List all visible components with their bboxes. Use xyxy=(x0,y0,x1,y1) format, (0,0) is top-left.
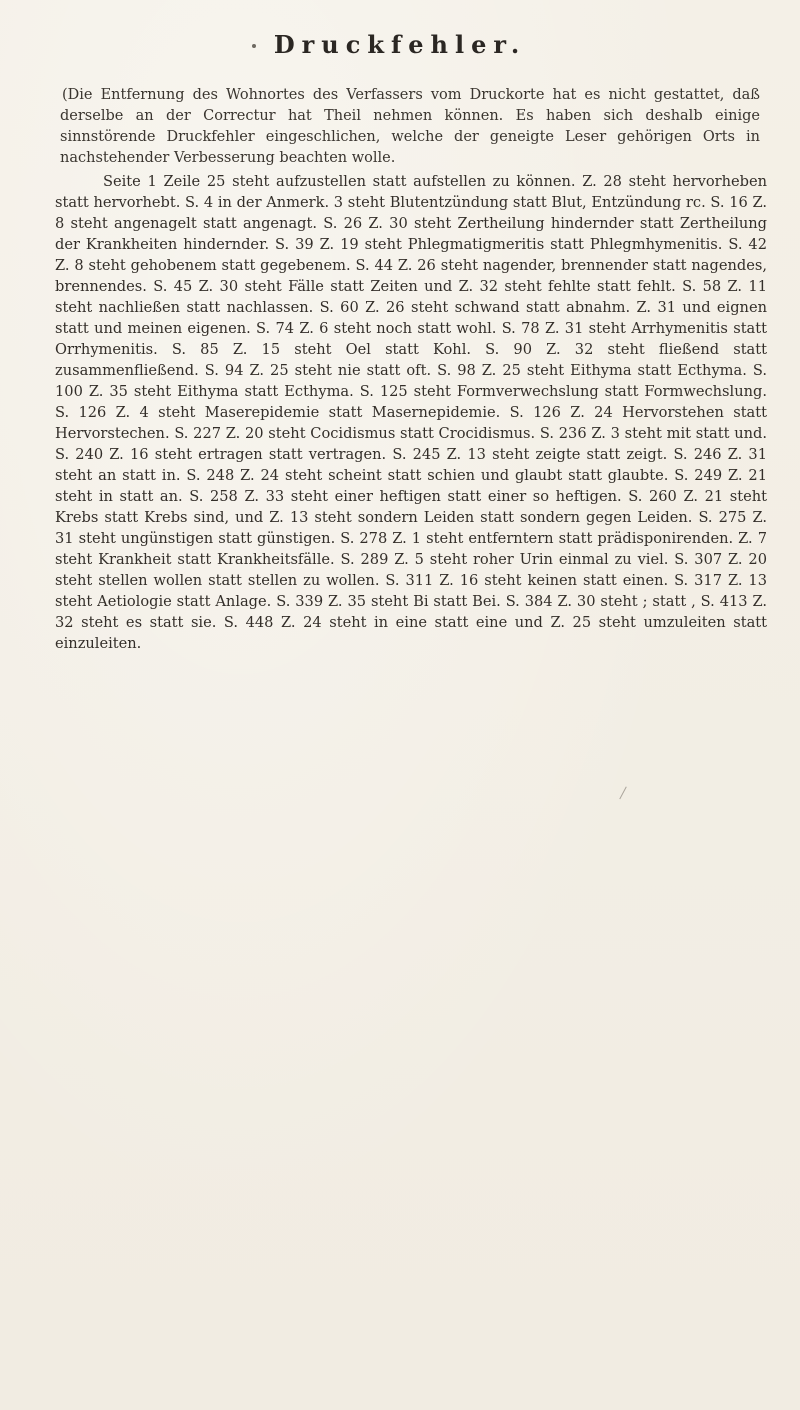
pen-mark xyxy=(619,786,634,803)
page-title: Druckfehler. xyxy=(273,30,527,59)
intro-paragraph: (Die Entfernung des Wohnortes des Verfassers vom Druckorte hat es nicht gestattet, daß derselbe an der Correctur hat Theil nehmen können. Es haben sich deshalb einige sinnstörende Druckfehler eingeschlichen, welche der geneigte Leser gehörigen Orts in nachstehender Verbesserung beachten wolle. xyxy=(60,87,760,166)
errata-paragraph: Seite 1 Zeile 25 steht aufzustellen statt aufstellen zu können. Z. 28 steht hervorheben statt hervorhebt. S. 4 in der Anmerk. 3 steht Blutentzündung statt Blut, Entzündung rc. S. 16 Z. 8 steht angenagelt statt angenagt. S. 26 Z. 30 steht Zertheilung hindernder statt Zertheilung der Krankheiten hindernder. S. 39 Z. 19 steht Phlegmatigmeritis statt Phlegmhymenitis. S. 42 Z. 8 steht gehobenem statt gegebenem. S. 44 Z. 26 steht nagender, brennender statt nagendes, brennendes. S. 45 Z. 30 steht Fälle statt Zeiten und Z. 32 steht fehlte statt fehlt. S. 58 Z. 11 steht nachließen statt nachlassen. S. 60 Z. 26 steht schwand statt abnahm. Z. 31 und eignen statt und meinen eigenen. S. 74 Z. 6 steht noch statt wohl. S. 78 Z. 31 steht Arrhymenitis statt Orrhymenitis. S. 85 Z. 15 steht Oel statt Kohl. S. 90 Z. 32 steht fließend statt zusammenfließend. S. 94 Z. 25 steht nie statt oft. S. 98 Z. 25 steht Eithyma statt Ecthyma. S. 100 Z. 35 steht Eithyma statt Ecthyma. S. 125 steht Formverwechslung statt Formwechslung. S. 126 Z. 4 steht Maserepidemie statt Masernepidemie. S. 126 Z. 24 Hervorstehen statt Hervorstechen. S. 227 Z. 20 steht Cocidismus statt Crocidismus. S. 236 Z. 3 steht mit statt und. S. 240 Z. 16 steht ertragen statt vertragen. S. 245 Z. 13 steht zeigte statt zeigt. S. 246 Z. 31 steht an statt in. S. 248 Z. 24 steht scheint statt schien und glaubt statt glaubte. S. 249 Z. 21 steht in statt an. S. 258 Z. 33 steht einer heftigen statt einer so heftigen. S. 260 Z. 21 steht Krebs statt Krebs sind, und Z. 13 steht sondern Leiden statt sondern gegen Leiden. S. 275 Z. 31 steht ungünstigen statt günstigen. S. 278 Z. 1 steht entferntern statt prädisponirenden. Z. 7 steht Krankheit statt Krankheitsfälle. S. 289 Z. 5 steht roher Urin einmal zu viel. S. 307 Z. 20 steht stellen wollen statt stellen zu wollen. S. 311 Z. 16 steht keinen statt einen. S. 317 Z. 13 steht Aetiologie statt Anlage. S. 339 Z. 35 steht Bi statt Bei. S. 384 Z. 30 steht ; statt , S. 413 Z. 32 steht es statt sie. S. 448 Z. 24 steht in eine statt eine und Z. 25 steht umzuleiten statt einzuleiten. xyxy=(55,173,767,652)
